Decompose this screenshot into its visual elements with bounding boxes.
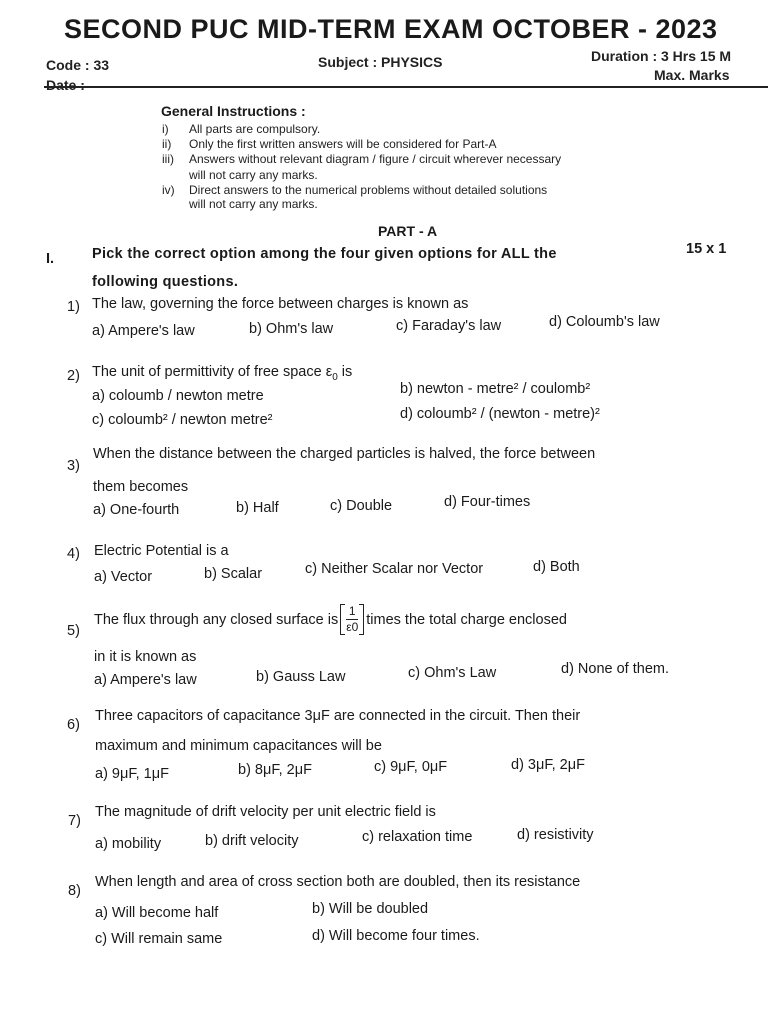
question-text: Electric Potential is a: [94, 543, 229, 559]
option-d: d) Coloumb's law: [549, 314, 660, 330]
option-c: c) Double: [330, 498, 393, 514]
instruction-num: i): [162, 122, 169, 136]
option-b: b) Ohm's law: [249, 321, 334, 337]
option-a: a) One-fourth: [93, 502, 180, 518]
option-b: b) Will be doubled: [312, 901, 429, 917]
section-number: I.: [46, 251, 55, 267]
option-a: a) Will become half: [95, 905, 219, 921]
question-text: When length and area of cross section both are doubled, then its resistance: [95, 874, 581, 890]
option-c: c) Faraday's law: [396, 318, 502, 334]
exam-title: SECOND PUC MID-TERM EXAM OCTOBER - 2023: [64, 14, 718, 44]
option-b: b) newton - metre² / coulomb²: [400, 381, 591, 397]
question-number: 1): [67, 299, 80, 315]
option-a: a) Ampere's law: [92, 323, 195, 339]
option-b: b) Half: [236, 500, 279, 516]
exam-date: Date :: [46, 77, 85, 93]
option-a: a) 9μF, 1μF: [95, 766, 169, 782]
option-c: c) relaxation time: [362, 829, 473, 845]
instruction-num: ii): [162, 137, 172, 151]
instruction-text: All parts are compulsory.: [189, 122, 321, 136]
instruction-item: [162, 183, 622, 213]
instruction-text: Only the first written answers will be considered for Part-A: [189, 137, 497, 151]
option-d: d) None of them.: [561, 661, 669, 677]
question-number: 4): [67, 546, 80, 562]
option-d: d) Will become four times.: [312, 928, 480, 944]
fraction: $\frac{1}{\varepsilon 0}$: [340, 604, 364, 635]
option-c: c) Ohm's Law: [408, 665, 497, 681]
question-text: The flux through any closed surface is $\frac{1}{\varepsilon 0}$ times the total charge enclosed: [94, 604, 567, 634]
option-c: c) coloumb² / newton metre²: [92, 412, 273, 428]
question-number: 7): [68, 813, 81, 829]
option-a: a) Vector: [94, 569, 153, 585]
option-a: a) coloumb / newton metre: [92, 388, 264, 404]
option-b: b) Gauss Law: [256, 669, 346, 685]
question-number: 2): [67, 368, 80, 384]
option-b: b) Scalar: [204, 566, 263, 582]
question-text: When the distance between the charged particles is halved, the force between: [93, 446, 596, 462]
question-text: The unit of permittivity of free space $\varepsilon_0$ is: [92, 364, 353, 383]
option-a: a) Ampere's law: [94, 672, 197, 688]
question-text: The law, governing the force between charges is known as: [92, 296, 469, 312]
option-d: d) resistivity: [517, 827, 594, 843]
instruction-num: iii): [162, 152, 174, 166]
exam-duration: Duration : 3 Hrs 15 M: [591, 48, 732, 64]
instruction-text: will not carry any marks.: [189, 168, 318, 182]
instruction-text: Direct answers to the numerical problems without detailed solutions: [189, 183, 548, 197]
instruction-item: [162, 152, 622, 182]
instruction-num: iv): [162, 183, 175, 197]
instruction-item: [162, 122, 622, 136]
section-instruction: Pick the correct option among the four given options for ALL the: [92, 246, 557, 262]
option-b: b) 8μF, 2μF: [238, 762, 312, 778]
instruction-text: Answers without relevant diagram / figure / circuit wherever necessary: [189, 152, 562, 166]
question-number: 6): [67, 717, 80, 733]
option-d: d) Both: [533, 559, 580, 575]
question-number: 5): [67, 623, 80, 639]
question-text-cont: in it is known as: [94, 649, 197, 665]
option-c: c) Neither Scalar nor Vector: [305, 561, 484, 577]
part-a-heading: PART - A: [378, 223, 438, 239]
option-d: d) 3μF, 2μF: [511, 757, 585, 773]
exam-subject: Subject : PHYSICS: [318, 54, 443, 70]
option-c: c) Will remain same: [95, 931, 223, 947]
instructions-heading: General Instructions :: [161, 103, 306, 119]
instruction-text: will not carry any marks.: [189, 197, 318, 211]
option-c: c) 9μF, 0μF: [374, 759, 448, 775]
question-number: 3): [67, 458, 80, 474]
header-divider: [44, 86, 768, 88]
exam-code: Code : 33: [46, 57, 110, 73]
instruction-item: [162, 137, 622, 151]
question-number: 8): [68, 883, 81, 899]
option-d: d) coloumb² / (newton - metre)²: [400, 406, 600, 422]
question-text: Three capacitors of capacitance 3μF are connected in the circuit. Then their: [95, 708, 581, 724]
max-marks: Max. Marks: [654, 67, 730, 83]
question-text-cont: them becomes: [93, 479, 189, 495]
question-text-cont: maximum and minimum capacitances will be: [95, 738, 382, 754]
option-d: d) Four-times: [444, 494, 531, 510]
section-marks: 15 x 1: [686, 241, 727, 257]
section-instruction-cont: following questions.: [92, 274, 239, 290]
option-b: b) drift velocity: [205, 833, 299, 849]
option-a: a) mobility: [95, 836, 162, 852]
question-text: The magnitude of drift velocity per unit electric field is: [95, 804, 436, 820]
